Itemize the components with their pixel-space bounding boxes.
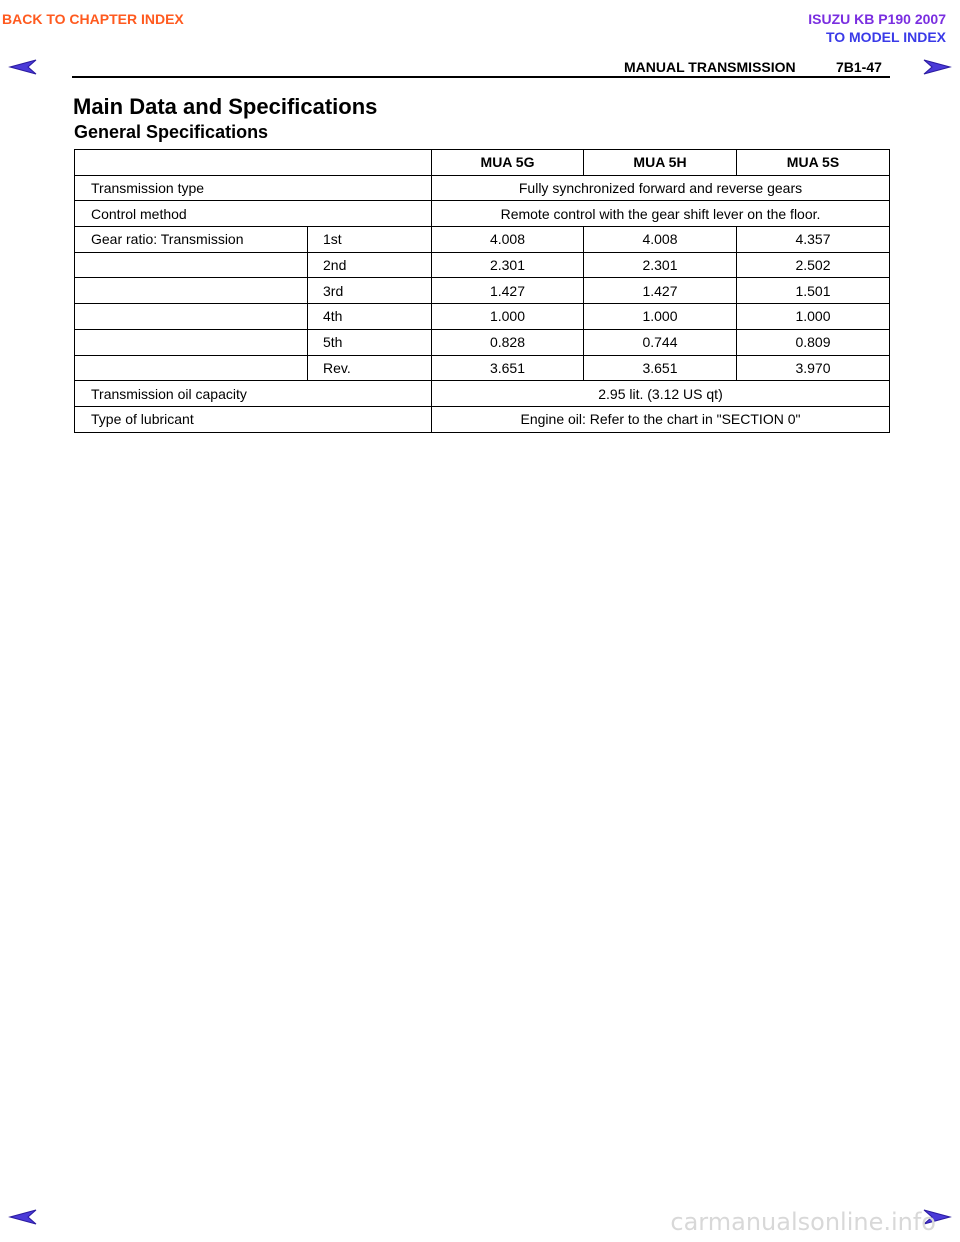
table-row <box>75 329 890 355</box>
ratio-cell: 0.744 <box>584 329 737 355</box>
ratio-cell: 1.000 <box>432 304 584 330</box>
model-title-link[interactable]: ISUZU KB P190 2007 <box>808 11 946 27</box>
ratio-cell: 4.357 <box>737 227 890 253</box>
ratio-cell: 4.008 <box>584 227 737 253</box>
ratio-cell: 1.427 <box>432 278 584 304</box>
row-label-transmission-type: Transmission type <box>75 175 432 201</box>
row-label-lubricant: Type of lubricant <box>75 406 432 432</box>
table-header-blank <box>75 150 432 176</box>
ratio-cell: 4.008 <box>432 227 584 253</box>
row-label-control-method: Control method <box>75 201 432 227</box>
ratio-cell: 0.828 <box>432 329 584 355</box>
ratio-cell: 2.502 <box>737 252 890 278</box>
table-row <box>75 304 890 330</box>
table-row <box>75 278 890 304</box>
gear-label: 2nd <box>308 252 432 278</box>
running-header-page-number: 7B1-47 <box>836 59 882 75</box>
column-header-mua-5g: MUA 5G <box>432 150 584 176</box>
ratio-cell: 0.809 <box>737 329 890 355</box>
ratio-cell: 3.651 <box>584 355 737 381</box>
gear-label: 3rd <box>308 278 432 304</box>
back-to-chapter-index-link[interactable]: BACK TO CHAPTER INDEX <box>2 11 184 27</box>
table-row <box>75 406 890 432</box>
ratio-cell: 2.301 <box>584 252 737 278</box>
ratio-cell: 3.651 <box>432 355 584 381</box>
specifications-table <box>74 149 890 433</box>
table-row <box>75 252 890 278</box>
section-title: General Specifications <box>74 122 269 142</box>
gear-label: 4th <box>308 304 432 330</box>
row-label-gear-ratio: Gear ratio: Transmission <box>75 227 308 253</box>
column-header-mua-5h: MUA 5H <box>584 150 737 176</box>
to-model-index-link[interactable]: TO MODEL INDEX <box>825 29 946 45</box>
table-row <box>75 227 890 253</box>
empty-cell <box>75 304 308 330</box>
empty-cell <box>75 355 308 381</box>
watermark: carmanualsonline.info <box>670 1208 936 1236</box>
page-title: Main Data and Specifications <box>73 94 378 119</box>
column-header-mua-5s: MUA 5S <box>737 150 890 176</box>
empty-cell <box>75 278 308 304</box>
ratio-cell: 1.000 <box>737 304 890 330</box>
table-header-row <box>75 150 890 176</box>
table-row <box>75 355 890 381</box>
lubricant-value: Engine oil: Refer to the chart in "SECTION 0" <box>432 406 890 432</box>
empty-cell <box>75 252 308 278</box>
table-row <box>75 175 890 201</box>
empty-cell <box>75 329 308 355</box>
ratio-cell: 1.427 <box>584 278 737 304</box>
header-divider <box>72 76 890 78</box>
ratio-cell: 2.301 <box>432 252 584 278</box>
oil-capacity-value: 2.95 lit. (3.12 US qt) <box>432 381 890 407</box>
ratio-cell: 3.970 <box>737 355 890 381</box>
next-page-arrow-icon[interactable] <box>922 58 952 76</box>
ratio-cell: 1.000 <box>584 304 737 330</box>
transmission-type-value: Fully synchronized forward and reverse gears <box>432 175 890 201</box>
row-label-oil-capacity: Transmission oil capacity <box>75 381 432 407</box>
ratio-cell: 1.501 <box>737 278 890 304</box>
running-header-section: MANUAL TRANSMISSION <box>624 59 796 75</box>
gear-label: 5th <box>308 329 432 355</box>
gear-label: Rev. <box>308 355 432 381</box>
gear-label: 1st <box>308 227 432 253</box>
previous-page-arrow-icon[interactable] <box>8 1208 38 1226</box>
previous-page-arrow-icon[interactable] <box>8 58 38 76</box>
table-row <box>75 381 890 407</box>
table-row <box>75 201 890 227</box>
control-method-value: Remote control with the gear shift lever on the floor. <box>432 201 890 227</box>
